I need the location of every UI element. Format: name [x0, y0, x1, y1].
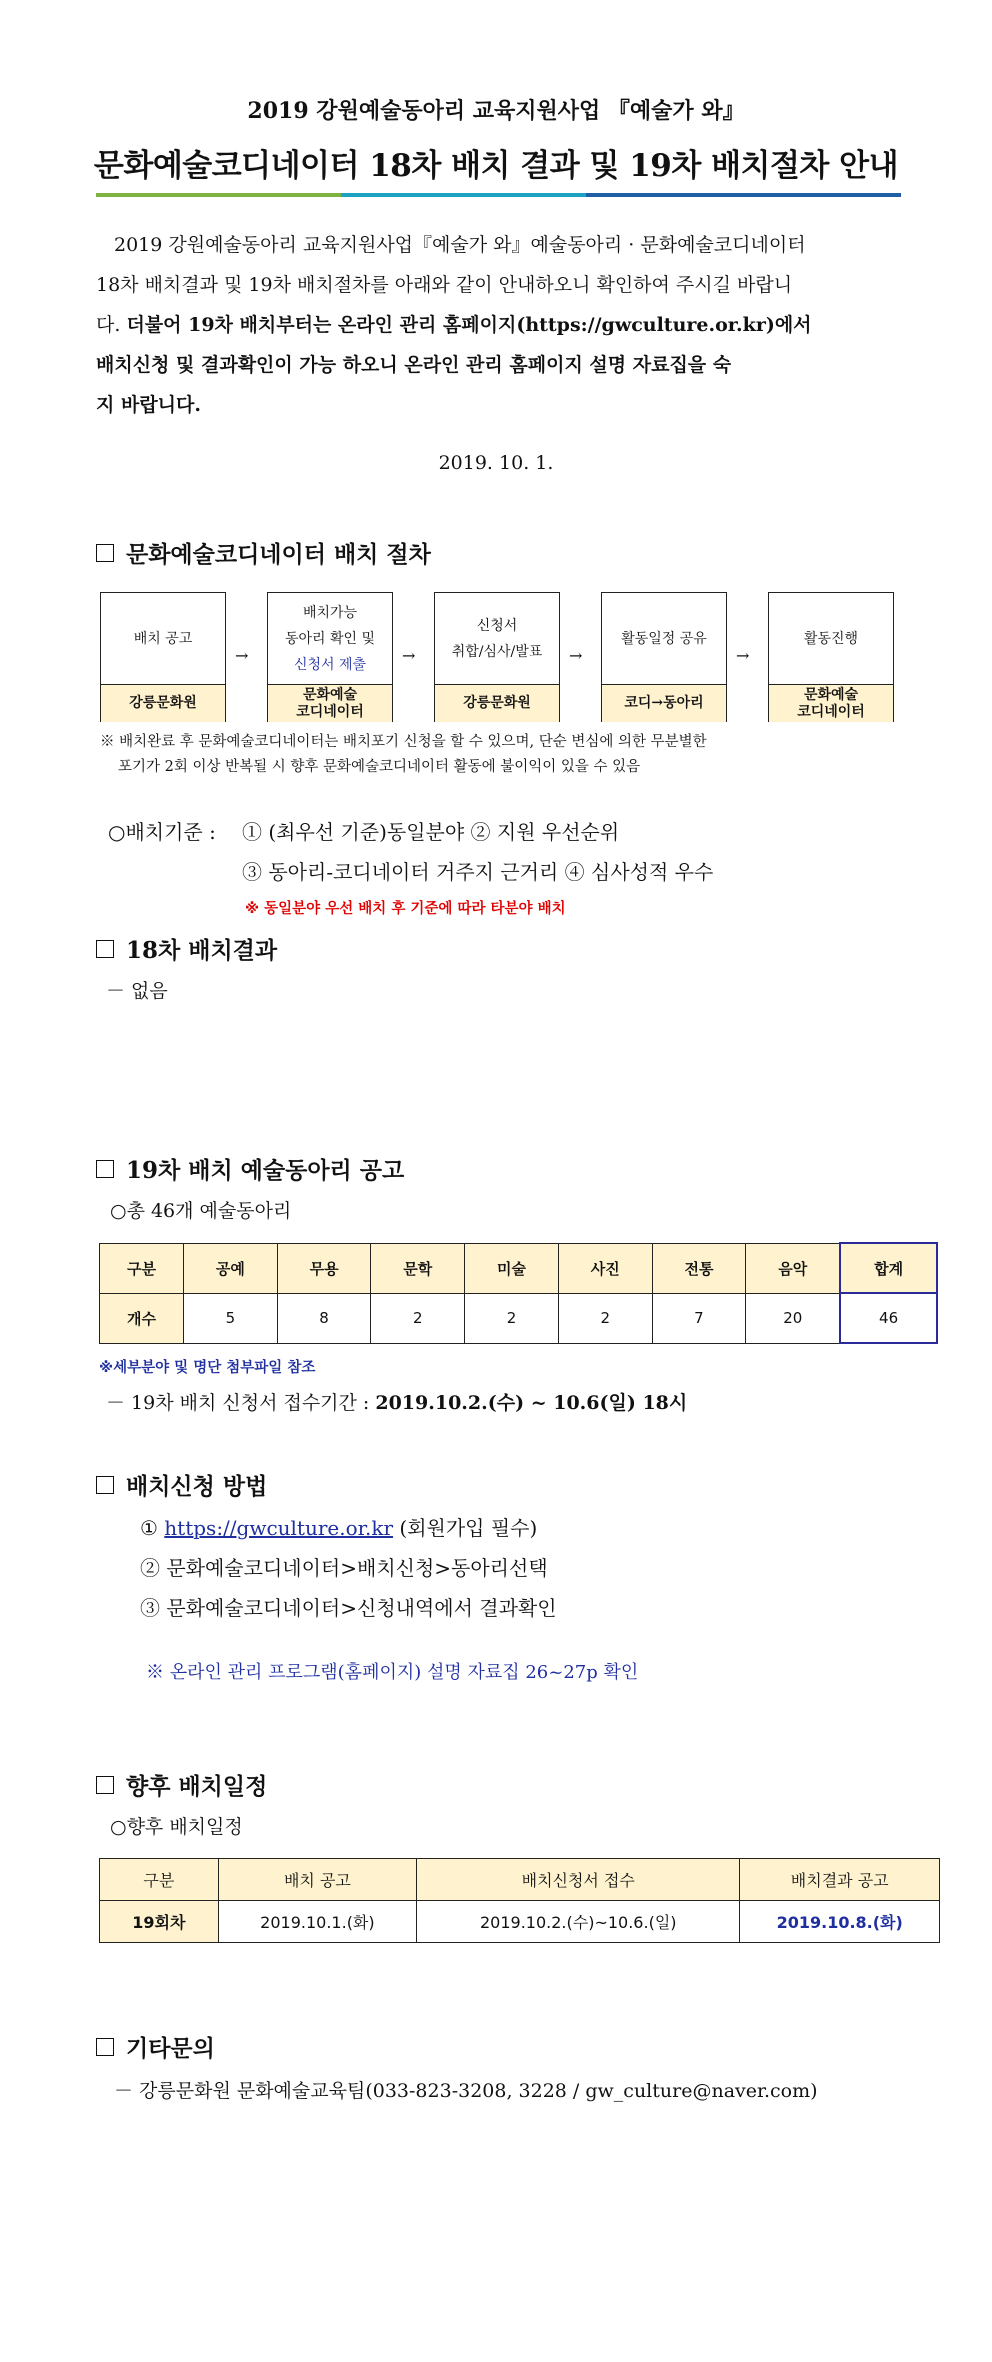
process-step-3 — [434, 592, 560, 722]
criteria-line: ③ 동아리-코디네이터 거주지 근거리 ④ 심사성적 우수 — [242, 860, 714, 884]
section-heading-result-18 — [96, 932, 277, 965]
table-row — [100, 1901, 940, 1943]
criteria-note: ※ 동일분야 우선 배치 후 기준에 따라 타분야 배치 — [245, 901, 566, 917]
table-cell: 2019.10.2.(수)~10.6.(일) — [417, 1901, 740, 1943]
checkbox-icon — [96, 2038, 114, 2056]
club-count-table — [99, 1242, 938, 1344]
intro-line: 18차 배치결과 및 19차 배치절차를 아래와 같이 안내하오니 확인하여 주시길 바랍니 — [96, 274, 793, 296]
process-step-4 — [601, 592, 727, 722]
table-cell: 문학 — [371, 1243, 465, 1293]
contact-info: － 강릉문화원 문화예술교육팀(033-823-3208, 3228 / gw_culture@naver.com) — [114, 2080, 818, 2102]
table-cell: 배치결과 공고 — [740, 1859, 940, 1901]
club-count-sub: ○총 46개 예술동아리 — [110, 1200, 292, 1222]
application-period: － 19차 배치 신청서 접수기간 : 2019.10.2.(수) ~ 10.6(일) 18시 — [106, 1392, 688, 1414]
homepage-link[interactable]: https://gwculture.or.kr — [164, 1516, 394, 1540]
schedule-table — [99, 1858, 940, 1943]
intro-line: 지 바랍니다. — [96, 394, 201, 416]
table-cell: 사진 — [558, 1243, 652, 1293]
process-step-owner: 문화예술 코디네이터 — [268, 684, 392, 722]
criteria-label: ○배치기준 : — [108, 820, 216, 844]
criteria-line: ① (최우선 기준)동일분야 ② 지원 우선순위 — [242, 820, 620, 844]
table-header-row — [100, 1243, 938, 1293]
table-cell: 2019.10.1.(화) — [218, 1901, 416, 1943]
apply-note: ※ 온라인 관리 프로그램(홈페이지) 설명 자료집 26~27p 확인 — [146, 1662, 639, 1683]
table-cell: 개수 — [100, 1293, 184, 1343]
section-heading-notice-19 — [96, 1152, 404, 1185]
table-cell: 무용 — [277, 1243, 371, 1293]
table-cell: 19회차 — [100, 1901, 219, 1943]
intro-emphasis: 더불어 19차 배치부터는 온라인 관리 홈페이지(https://gwculture.or.kr)에서 — [126, 314, 812, 336]
process-step-label: 배치가능 동아리 확인 및 신청서 제출 — [284, 604, 376, 673]
intro-text: 다. — [96, 314, 127, 336]
table-note: ※세부분야 및 명단 첨부파일 참조 — [99, 1360, 316, 1376]
table-cell: 2 — [465, 1293, 559, 1343]
section-title: 19차 배치 예술동아리 공고 — [126, 1157, 405, 1184]
section-title: 향후 배치일정 — [126, 1773, 268, 1800]
checkbox-icon — [96, 940, 114, 958]
section-heading-schedule — [96, 1768, 267, 1801]
apply-step-1: ① https://gwculture.or.kr (회원가입 필수) — [140, 1516, 538, 1540]
intro-line: 2019 강원예술동아리 교육지원사업『예술가 와』예술동아리 · 문화예술코디네이터 — [114, 234, 806, 256]
process-step-owner: 강릉문화원 — [101, 684, 225, 722]
checkbox-icon — [96, 1476, 114, 1494]
arrow-right-icon: → — [736, 646, 750, 665]
process-step-owner: 코디→동아리 — [602, 684, 726, 722]
apply-step-3: ③ 문화예술코디네이터>신청내역에서 결과확인 — [140, 1596, 557, 1620]
table-cell: 배치 공고 — [218, 1859, 416, 1901]
table-cell: 구분 — [100, 1859, 219, 1901]
process-step-label: 배치 공고 — [133, 630, 193, 647]
table-cell-total: 46 — [840, 1293, 937, 1343]
process-step-2 — [267, 592, 393, 722]
section-title: 18차 배치결과 — [126, 937, 278, 964]
table-cell-total: 합계 — [840, 1243, 937, 1293]
checkbox-icon — [96, 544, 114, 562]
intro-line: 배치신청 및 결과확인이 가능 하오니 온라인 관리 홈페이지 설명 자료집을 숙 — [96, 354, 732, 376]
section-heading-apply-method — [96, 1468, 267, 1501]
process-step-label: 활동일정 공유 — [621, 630, 707, 647]
section-title: 기타문의 — [126, 2035, 215, 2062]
doc-title: 문화예술코디네이터 18차 배치 결과 및 19차 배치절차 안내 — [93, 148, 899, 184]
arrow-right-icon: → — [569, 646, 583, 665]
procedure-note: ※ 배치완료 후 문화예술코디네이터는 배치포기 신청을 할 수 있으며, 단순 변심에 의한 무분별한 포기가 2회 이상 반복될 시 향후 문화예술코디네이터 활동에 불이익이 있을 수 있음 — [100, 734, 707, 775]
section-title: 문화예술코디네이터 배치 절차 — [126, 541, 431, 568]
table-cell: 배치신청서 접수 — [417, 1859, 740, 1901]
process-step-label: 신청서 취합/심사/발표 — [451, 617, 543, 660]
arrow-right-icon: → — [235, 646, 249, 665]
table-header-row — [100, 1859, 940, 1901]
table-cell: 20 — [746, 1293, 840, 1343]
checkbox-icon — [96, 1776, 114, 1794]
process-step-label: 활동진행 — [803, 630, 859, 647]
process-step-5 — [768, 592, 894, 722]
table-row — [100, 1293, 938, 1343]
table-cell: 2019.10.8.(화) — [740, 1901, 940, 1943]
table-cell: 5 — [184, 1293, 278, 1343]
table-cell: 2 — [558, 1293, 652, 1343]
title-bar-green — [96, 193, 341, 197]
table-cell: 미술 — [465, 1243, 559, 1293]
schedule-sub: ○향후 배치일정 — [110, 1816, 243, 1838]
section-heading-procedure — [96, 536, 431, 569]
table-cell: 8 — [277, 1293, 371, 1343]
process-step-1 — [100, 592, 226, 722]
table-cell: 7 — [652, 1293, 746, 1343]
table-cell: 공예 — [184, 1243, 278, 1293]
intro-line — [96, 305, 901, 345]
doc-date: 2019. 10. 1. — [438, 452, 554, 474]
intro-paragraph — [96, 225, 901, 425]
title-bar-blue — [586, 193, 901, 197]
section-title: 배치신청 방법 — [126, 1473, 268, 1500]
arrow-right-icon: → — [402, 646, 416, 665]
table-cell: 2 — [371, 1293, 465, 1343]
section-heading-contact — [96, 2030, 215, 2063]
doc-supertitle: 2019 강원예술동아리 교육지원사업 『예술가 와』 — [247, 98, 745, 124]
checkbox-icon — [96, 1160, 114, 1178]
table-cell: 전통 — [652, 1243, 746, 1293]
apply-step-2: ② 문화예술코디네이터>배치신청>동아리선택 — [140, 1556, 548, 1580]
table-cell: 구분 — [100, 1243, 184, 1293]
result-18-item: － 없음 — [106, 980, 168, 1002]
table-cell: 음악 — [746, 1243, 840, 1293]
process-step-owner: 문화예술 코디네이터 — [769, 684, 893, 722]
process-step-owner: 강릉문화원 — [435, 684, 559, 722]
title-bar-teal — [341, 193, 586, 197]
